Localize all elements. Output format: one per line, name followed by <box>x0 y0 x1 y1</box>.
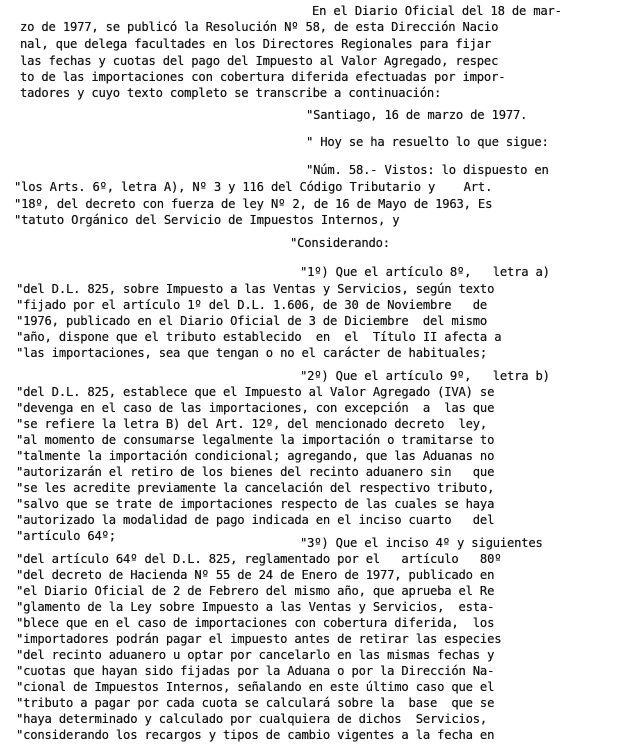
text-line: las fechas y cuotas del pago del Impuesto al Valor Agregado, respec <box>20 54 499 68</box>
text-line: "los Arts. 6º, letra A), Nº 3 y 116 del Código Tributario y Art. <box>14 180 493 194</box>
text-line: "tributo a pagar por cada cuota se calculará sobre la base que se <box>16 696 495 710</box>
text-line: tadores y cuyo texto completo se transcribe a continuación: <box>20 86 442 100</box>
text-line: "autorizarán el retiro de los bienes del recinto aduanero sin que <box>16 465 495 479</box>
text-line: "tatuto Orgánico del Servicio de Impuestos Internos, y <box>14 213 400 227</box>
text-line: "talmente la importación condicional; agregando, que las Aduanas no <box>16 449 495 463</box>
text-line: "1º) Que el artículo 8º, letra a) <box>300 265 550 279</box>
text-line: "3º) Que el inciso 4º y siguientes <box>300 536 543 550</box>
text-line: "las importaciones, sea que tengan o no el carácter de habituales; <box>16 346 488 360</box>
text-line: "se les acredite previamente la cancelación del respectivo tributo, <box>16 481 495 495</box>
text-line: "del artículo 64º del D.L. 825, reglamentado por el artículo 80º <box>16 552 502 566</box>
text-line: "cional de Impuestos Internos, señalando en este último caso que el <box>16 680 495 694</box>
text-line: "año, dispone que el tributo establecido en el Título II afecta a <box>16 330 502 344</box>
text-line: "autorizado la modalidad de pago indicada en el inciso cuarto del <box>16 513 495 527</box>
text-line: "blece que en el caso de importaciones con cobertura diferida, los <box>16 616 495 630</box>
text-line: "considerando los recargos y tipos de cambio vigentes a la fecha en <box>16 728 495 742</box>
text-line: zo de 1977, se publicó la Resolución Nº 58, de esta Dirección Nacio <box>20 20 499 34</box>
text-line: "2º) Que el artículo 9º, letra b) <box>300 369 550 383</box>
text-line: "del D.L. 825, sobre Impuesto a las Ventas y Servicios, según texto <box>16 282 495 296</box>
text-line: "fijado por el artículo 1º del D.L. 1.606, de 30 de Noviembre de <box>16 298 488 312</box>
text-line: nal, que delega facultades en los Directores Regionales para fijar <box>20 37 492 51</box>
text-line: "del recinto aduanero u optar por cancelarlo en las mismas fechas y <box>16 648 495 662</box>
considerando-heading: "Considerando: <box>290 236 390 250</box>
text-line: "del D.L. 825, establece que el Impuesto al Valor Agregado (IVA) se <box>16 385 495 399</box>
text-line: "cuotas que hayan sido fijadas por la Aduana o por la Dirección Na- <box>16 664 495 678</box>
text-line: "devenga en el caso de las importaciones, con excepción a las que <box>16 401 495 415</box>
text-line: "al momento de consumarse legalmente la importación o tramitarse to <box>16 433 495 447</box>
date-line: "Santiago, 16 de marzo de 1977. <box>306 108 528 122</box>
text-line: "salvo que se trate de importaciones respecto de las cuales se haya <box>16 497 495 511</box>
text-line: "se refiere la letra B) del Art. 12º, del mencionado decreto ley, <box>16 417 488 431</box>
text-line: "haya determinado y calculado por cualquiera de dichos Servicios, <box>16 712 488 726</box>
text-line: "artículo 64º; <box>16 529 116 543</box>
text-line: "importadores podrán pagar el impuesto antes de retirar las especies <box>16 632 502 646</box>
text-line: "Núm. 58.- Vistos: lo dispuesto en <box>306 163 549 177</box>
text-line: "glamento de la Ley sobre Impuesto a las Ventas y Servicios, esta- <box>16 600 495 614</box>
resolved-line: " Hoy se ha resuelto lo que sigue: <box>306 135 549 149</box>
text-line: En el Diario Oficial del 18 de mar- <box>312 4 562 18</box>
text-line: "el Diario Oficial de 2 de Febrero del mismo año, que aprueba el Re <box>16 584 495 598</box>
text-line: "1976, publicado en el Diario Oficial de 3 de Diciembre del mismo <box>16 314 488 328</box>
text-line: "18º, del decreto con fuerza de ley Nº 2, de 16 de Mayo de 1963, Es <box>14 197 493 211</box>
text-line: "del decreto de Hacienda Nº 55 de 24 de Enero de 1977, publicado en <box>16 568 495 582</box>
text-line: to de las importaciones con cobertura diferida efectuadas por impor- <box>20 70 506 84</box>
